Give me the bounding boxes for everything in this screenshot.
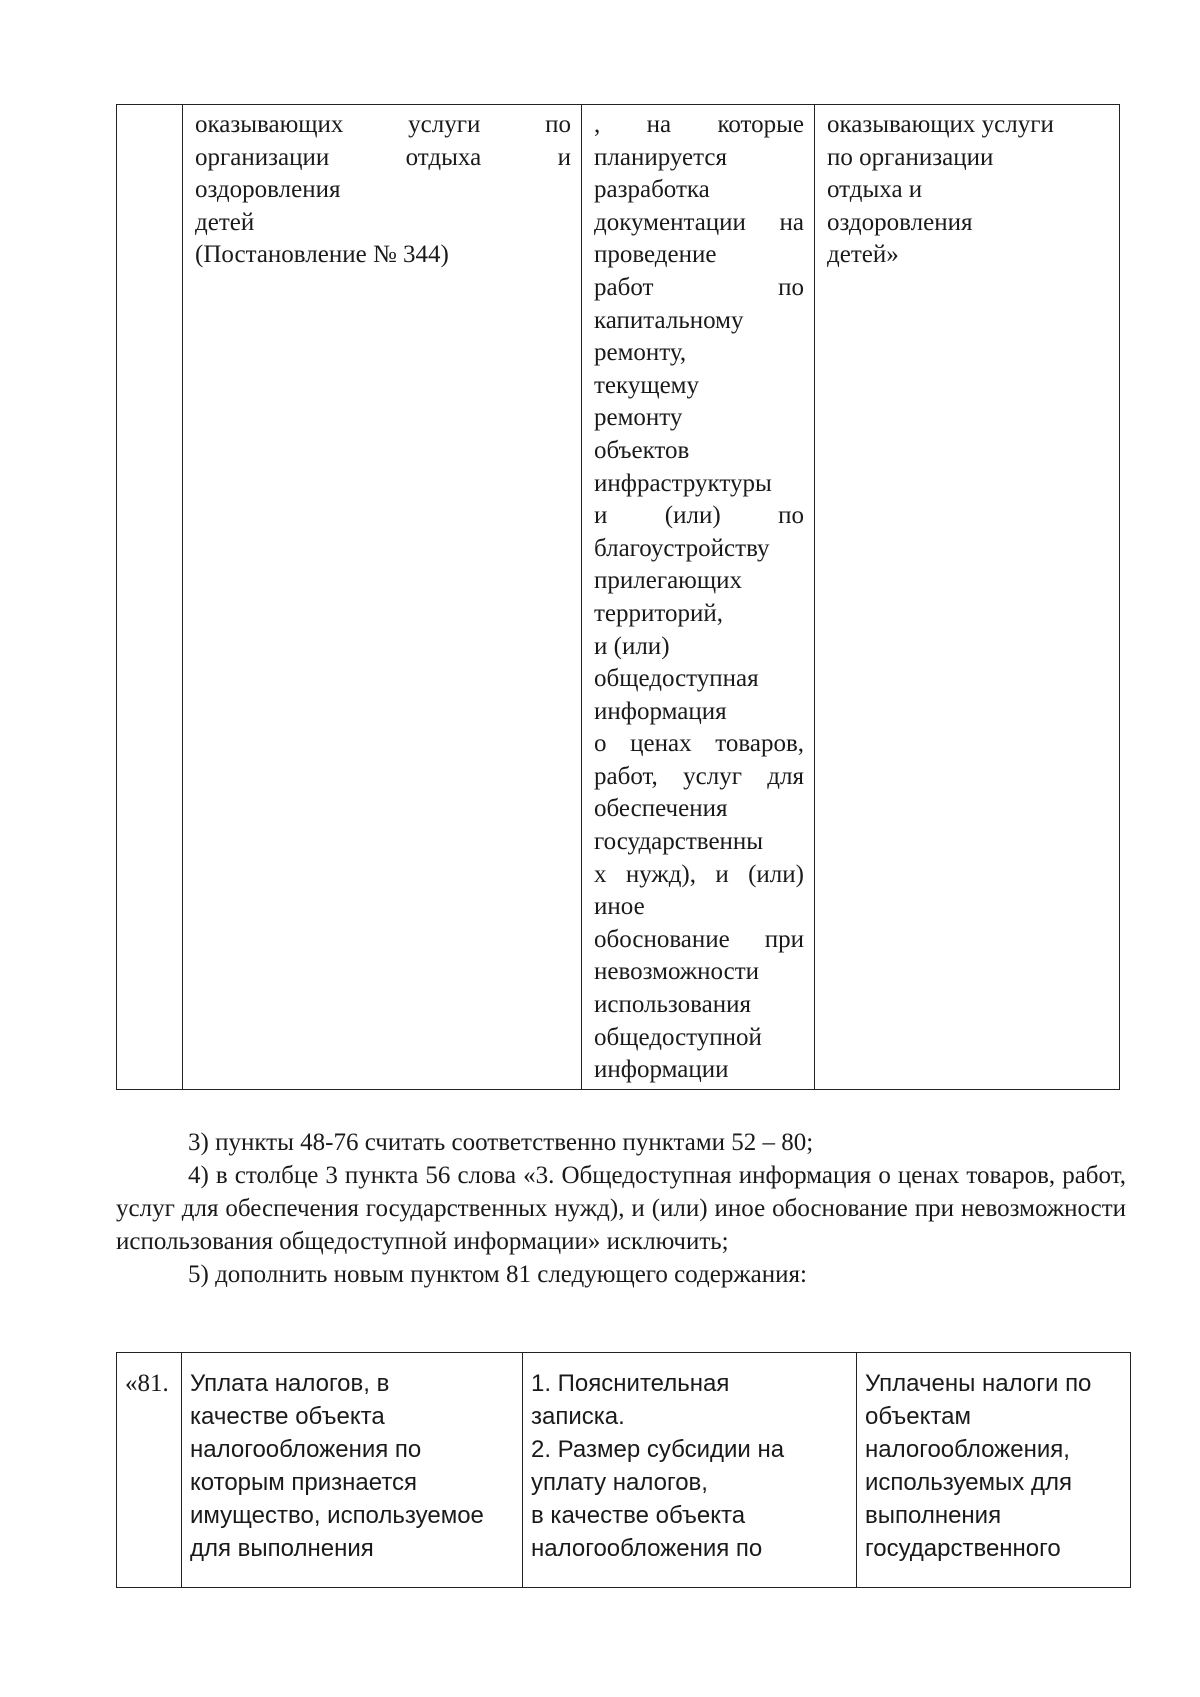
continuation-table [116, 104, 1120, 1090]
cell-line: , на которые [594, 111, 804, 138]
result-cell [857, 1353, 1131, 1588]
cell-line: планируется [594, 143, 727, 171]
cell-line: и (или) по [594, 502, 804, 530]
item-name-text [183, 105, 581, 272]
cell-line: капитальному [594, 306, 744, 334]
documents-cell [582, 105, 815, 1090]
paragraph-5: 5) дополнить новым пунктом 81 следующего содержания: [188, 1261, 807, 1288]
cell-line: прилегающих [594, 567, 742, 595]
table-row [117, 105, 1120, 1090]
cell-line: оказывающих услуги по [195, 111, 571, 138]
cell-line: о ценах товаров, [594, 730, 804, 758]
cell-line: информации [594, 1056, 729, 1084]
row-number: «81. [125, 1370, 169, 1397]
cell-line: объектов [594, 436, 690, 464]
cell-line: текущему [594, 371, 699, 399]
cell-line: благоустройству [594, 534, 770, 562]
cell-line: детей [195, 208, 255, 236]
row-number-cell [117, 1353, 182, 1588]
amendment-paragraphs [116, 1126, 1126, 1291]
cell-line: оздоровления [195, 176, 341, 204]
cell-line: общедоступной [594, 1023, 762, 1051]
cell-line: территорий, [594, 599, 724, 627]
item-name-text: Уплата налогов, в качестве объекта налогообложения по которым признается имущество, используемое для выполнения [190, 1370, 484, 1562]
cell-line: ремонту, [594, 339, 687, 367]
documents-text [582, 105, 814, 1087]
cell-line: проведение [594, 241, 717, 269]
cell-line: информация [594, 697, 727, 725]
paragraph-4: 4) в столбце 3 пункта 56 слова «3. Общедоступная информация о ценах товаров, работ, услуг для обеспечения государственных нужд), и (или) иное обоснование при невозможности использования общедоступной информации» исключить; [116, 1162, 1126, 1255]
result-cell [815, 105, 1120, 1090]
cell-line: документации на [594, 208, 804, 236]
paragraph-3: 3) пункты 48-76 считать соответственно пунктами 52 – 80; [188, 1129, 814, 1156]
cell-line: разработка [594, 176, 710, 204]
cell-line: обоснование при [594, 925, 804, 953]
new-item-table [116, 1352, 1131, 1588]
cell-line: (Постановление № 344) [195, 241, 449, 269]
cell-line: использования [594, 991, 751, 1019]
cell-line: общедоступная [594, 665, 759, 693]
result-text: оказывающих услуги по организации отдыха и оздоровления детей» [827, 111, 1054, 269]
cell-line: работ по [594, 273, 804, 301]
cell-line: инфраструктуры [594, 469, 772, 497]
documents-cell [523, 1353, 857, 1588]
row-number-cell [117, 105, 183, 1090]
cell-line: государственны [594, 828, 764, 856]
cell-line: невозможности [594, 958, 760, 986]
cell-line: обеспечения [594, 795, 728, 823]
documents-text: 1. Пояснительная записка. 2. Размер субсидии на уплату налогов, в качестве объекта налогообложения по [531, 1370, 785, 1562]
cell-line: и (или) [594, 632, 670, 660]
result-text: Уплачены налоги по объектам налогообложения, используемых для выполнения государственного [865, 1370, 1092, 1562]
cell-line: ремонту [594, 404, 683, 432]
table-row [117, 1353, 1131, 1588]
item-name-cell [183, 105, 582, 1090]
cell-line: иное [594, 893, 645, 921]
cell-line: организации отдыха и [195, 143, 571, 171]
item-name-cell [182, 1353, 523, 1588]
cell-line: х нужд), и (или) [594, 860, 804, 888]
cell-line: работ, услуг для [594, 762, 804, 790]
